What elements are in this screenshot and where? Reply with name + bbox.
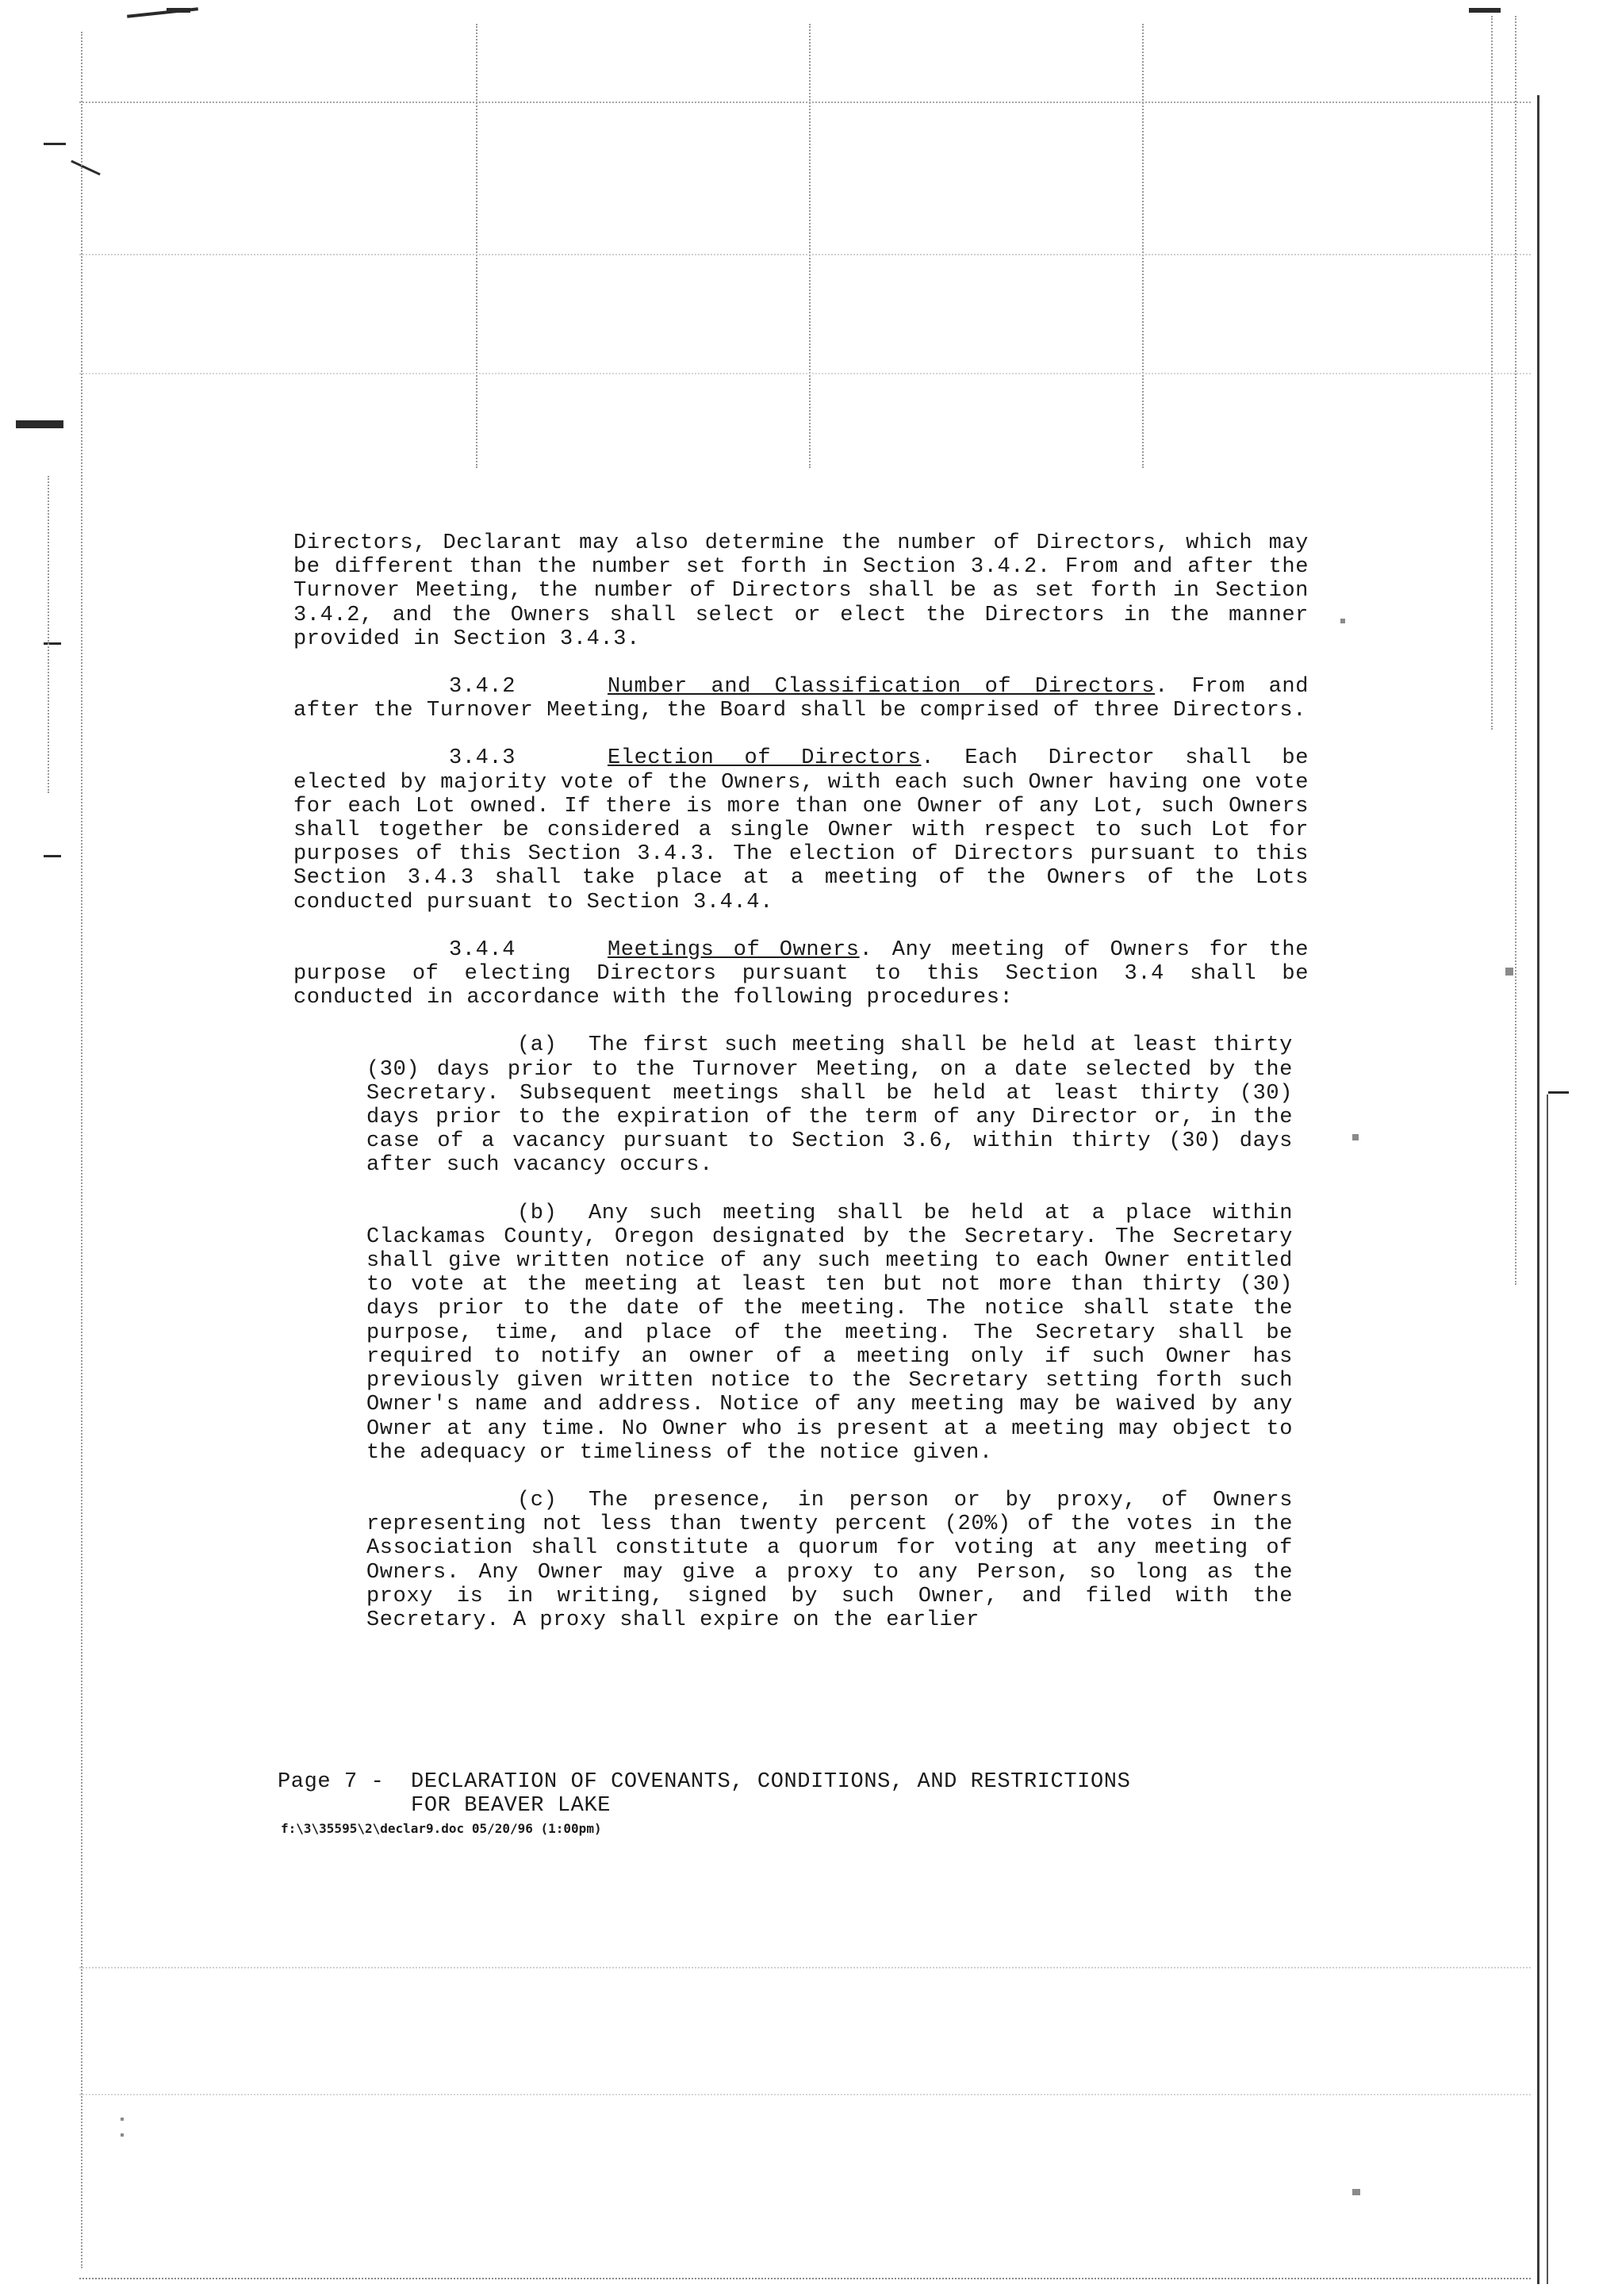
scan-grid-mid-2	[809, 24, 811, 468]
scan-grid-mid-1	[476, 24, 477, 468]
scan-mark-left-2	[71, 160, 101, 176]
scan-grid-top-3	[79, 373, 1531, 374]
item-label: (b)	[517, 1201, 558, 1225]
scan-grid-top-2	[79, 254, 1531, 255]
footer-title-line-2: FOR BEAVER LAKE	[278, 1794, 612, 1818]
scan-speck-2	[1352, 1134, 1359, 1140]
section-text: . From and after the Turnover Meeting, the Board shall be comprised of three Directors.	[293, 675, 1309, 723]
section-heading: Number and Classification of Directors	[608, 675, 1156, 700]
section-3-4-2	[293, 675, 1309, 723]
scan-speck-4	[121, 2118, 124, 2121]
page-edge-right	[1537, 95, 1539, 2284]
item-text: The first such meeting shall be held at least thirty (30) days prior to the Turnover Meeting, on a date selected by the Secretary. Subsequent meetings shall be held at least thirty (30) days prior to the expiration of the term of any Director or, in the case of a vacancy pursuant to Section 3.6, within thirty (30) days after such vacancy occurs.	[366, 1033, 1293, 1178]
scan-speck-5	[121, 2133, 124, 2137]
item-b	[366, 1202, 1293, 1465]
section-3-4-3	[293, 746, 1309, 914]
scan-mark-top-right	[1469, 8, 1501, 13]
scan-grid-bottom-2	[79, 2094, 1531, 2095]
item-text: Any such meeting shall be held at a place within Clackamas County, Oregon designated by the Secretary. The Secretary shall give written notice of any such meeting to each Owner entitled to vote at the meeting at least ten but not more than thirty (30) days prior to the date of the meeting. The notice shall state the purpose, time, and place of the meeting. The Secretary shall be required to notify an owner of a meeting only if such Owner has previously given written notice to the Secretary setting forth such Owner's name and address. Notice of any meeting may be waived by any Owner at any time. No Owner who is present at a meeting may object to the adequacy or timeliness of the notice given.	[366, 1201, 1293, 1465]
scan-grid-bottom-3	[79, 2278, 1531, 2279]
item-label: (a)	[517, 1033, 558, 1058]
item-label: (c)	[517, 1488, 558, 1512]
section-text: . Any meeting of Owners for the purpose of electing Directors pursuant to this Section 3.4 shall be conducted in accordance with the following procedures:	[293, 937, 1309, 1010]
item-text: The presence, in person or by proxy, of Owners representing not less than twenty percent (20%) of the votes in the Association shall constitute a quorum for voting at any meeting of Owners. Any Owner may give a proxy to any Person, so long as the proxy is in writing, signed by such Owner, and filed with the Secretary. A proxy shall expire on the earlier	[366, 1488, 1293, 1632]
scan-mark-left-1	[44, 143, 66, 145]
scan-mark-left-5	[44, 855, 61, 857]
section-number: 3.4.4	[449, 937, 516, 962]
footer-title-line-1: Page 7 - DECLARATION OF COVENANTS, CONDITIONS, AND RESTRICTIONS	[278, 1770, 1131, 1794]
scan-grid-top-1	[79, 102, 1531, 103]
scan-grid-right-1	[1515, 16, 1516, 1285]
scan-grid-mid-3	[1142, 24, 1144, 468]
item-a	[366, 1033, 1293, 1177]
section-number: 3.4.3	[449, 746, 516, 771]
section-3-4-4	[293, 938, 1309, 1010]
scan-grid-left-2	[48, 476, 49, 793]
item-c	[366, 1489, 1293, 1632]
paragraph-directors-intro	[293, 531, 1309, 651]
scan-speck-1	[1340, 619, 1345, 623]
section-number: 3.4.2	[449, 675, 516, 700]
paragraph-text: Directors, Declarant may also determine the number of Directors, which may be different than the number set forth in Section 3.4.2. From and after the Turnover Meeting, the number of Directors shall be as set forth in Section 3.4.2, and the Owners shall select or elect the Directors in the manner provided in Section 3.4.3.	[293, 531, 1309, 651]
scan-mark-top-left-2	[167, 8, 190, 13]
page-footer	[278, 1770, 1325, 1837]
page-edge-right-2	[1547, 1094, 1548, 2284]
section-heading: Election of Directors	[608, 746, 922, 771]
scan-mark-left-3	[16, 420, 63, 428]
scan-speck-3	[1505, 968, 1513, 976]
scan-mark-left-4	[44, 642, 61, 645]
footer-file-path: f:\3\35595\2\declar9.doc 05/20/96 (1:00pm)	[281, 1821, 602, 1836]
scan-mark-right-1	[1548, 1091, 1569, 1094]
scan-grid-left-1	[81, 32, 82, 2268]
section-heading: Meetings of Owners	[608, 937, 860, 962]
section-text: . Each Director shall be elected by majority vote of the Owners, with each such Owner having one vote for each Lot owned. If there is more than one Owner of any Lot, such Owners shall together be considered a single Owner with respect to such Lot for purposes of this Section 3.4.3. The election of Directors pursuant to this Section 3.4.3 shall take place at a meeting of the Owners of the Lots conducted pursuant to Section 3.4.4.	[293, 746, 1309, 914]
scan-speck-6	[1352, 2189, 1360, 2195]
document-body	[293, 531, 1309, 1656]
scan-grid-bottom-1	[79, 1967, 1531, 1968]
